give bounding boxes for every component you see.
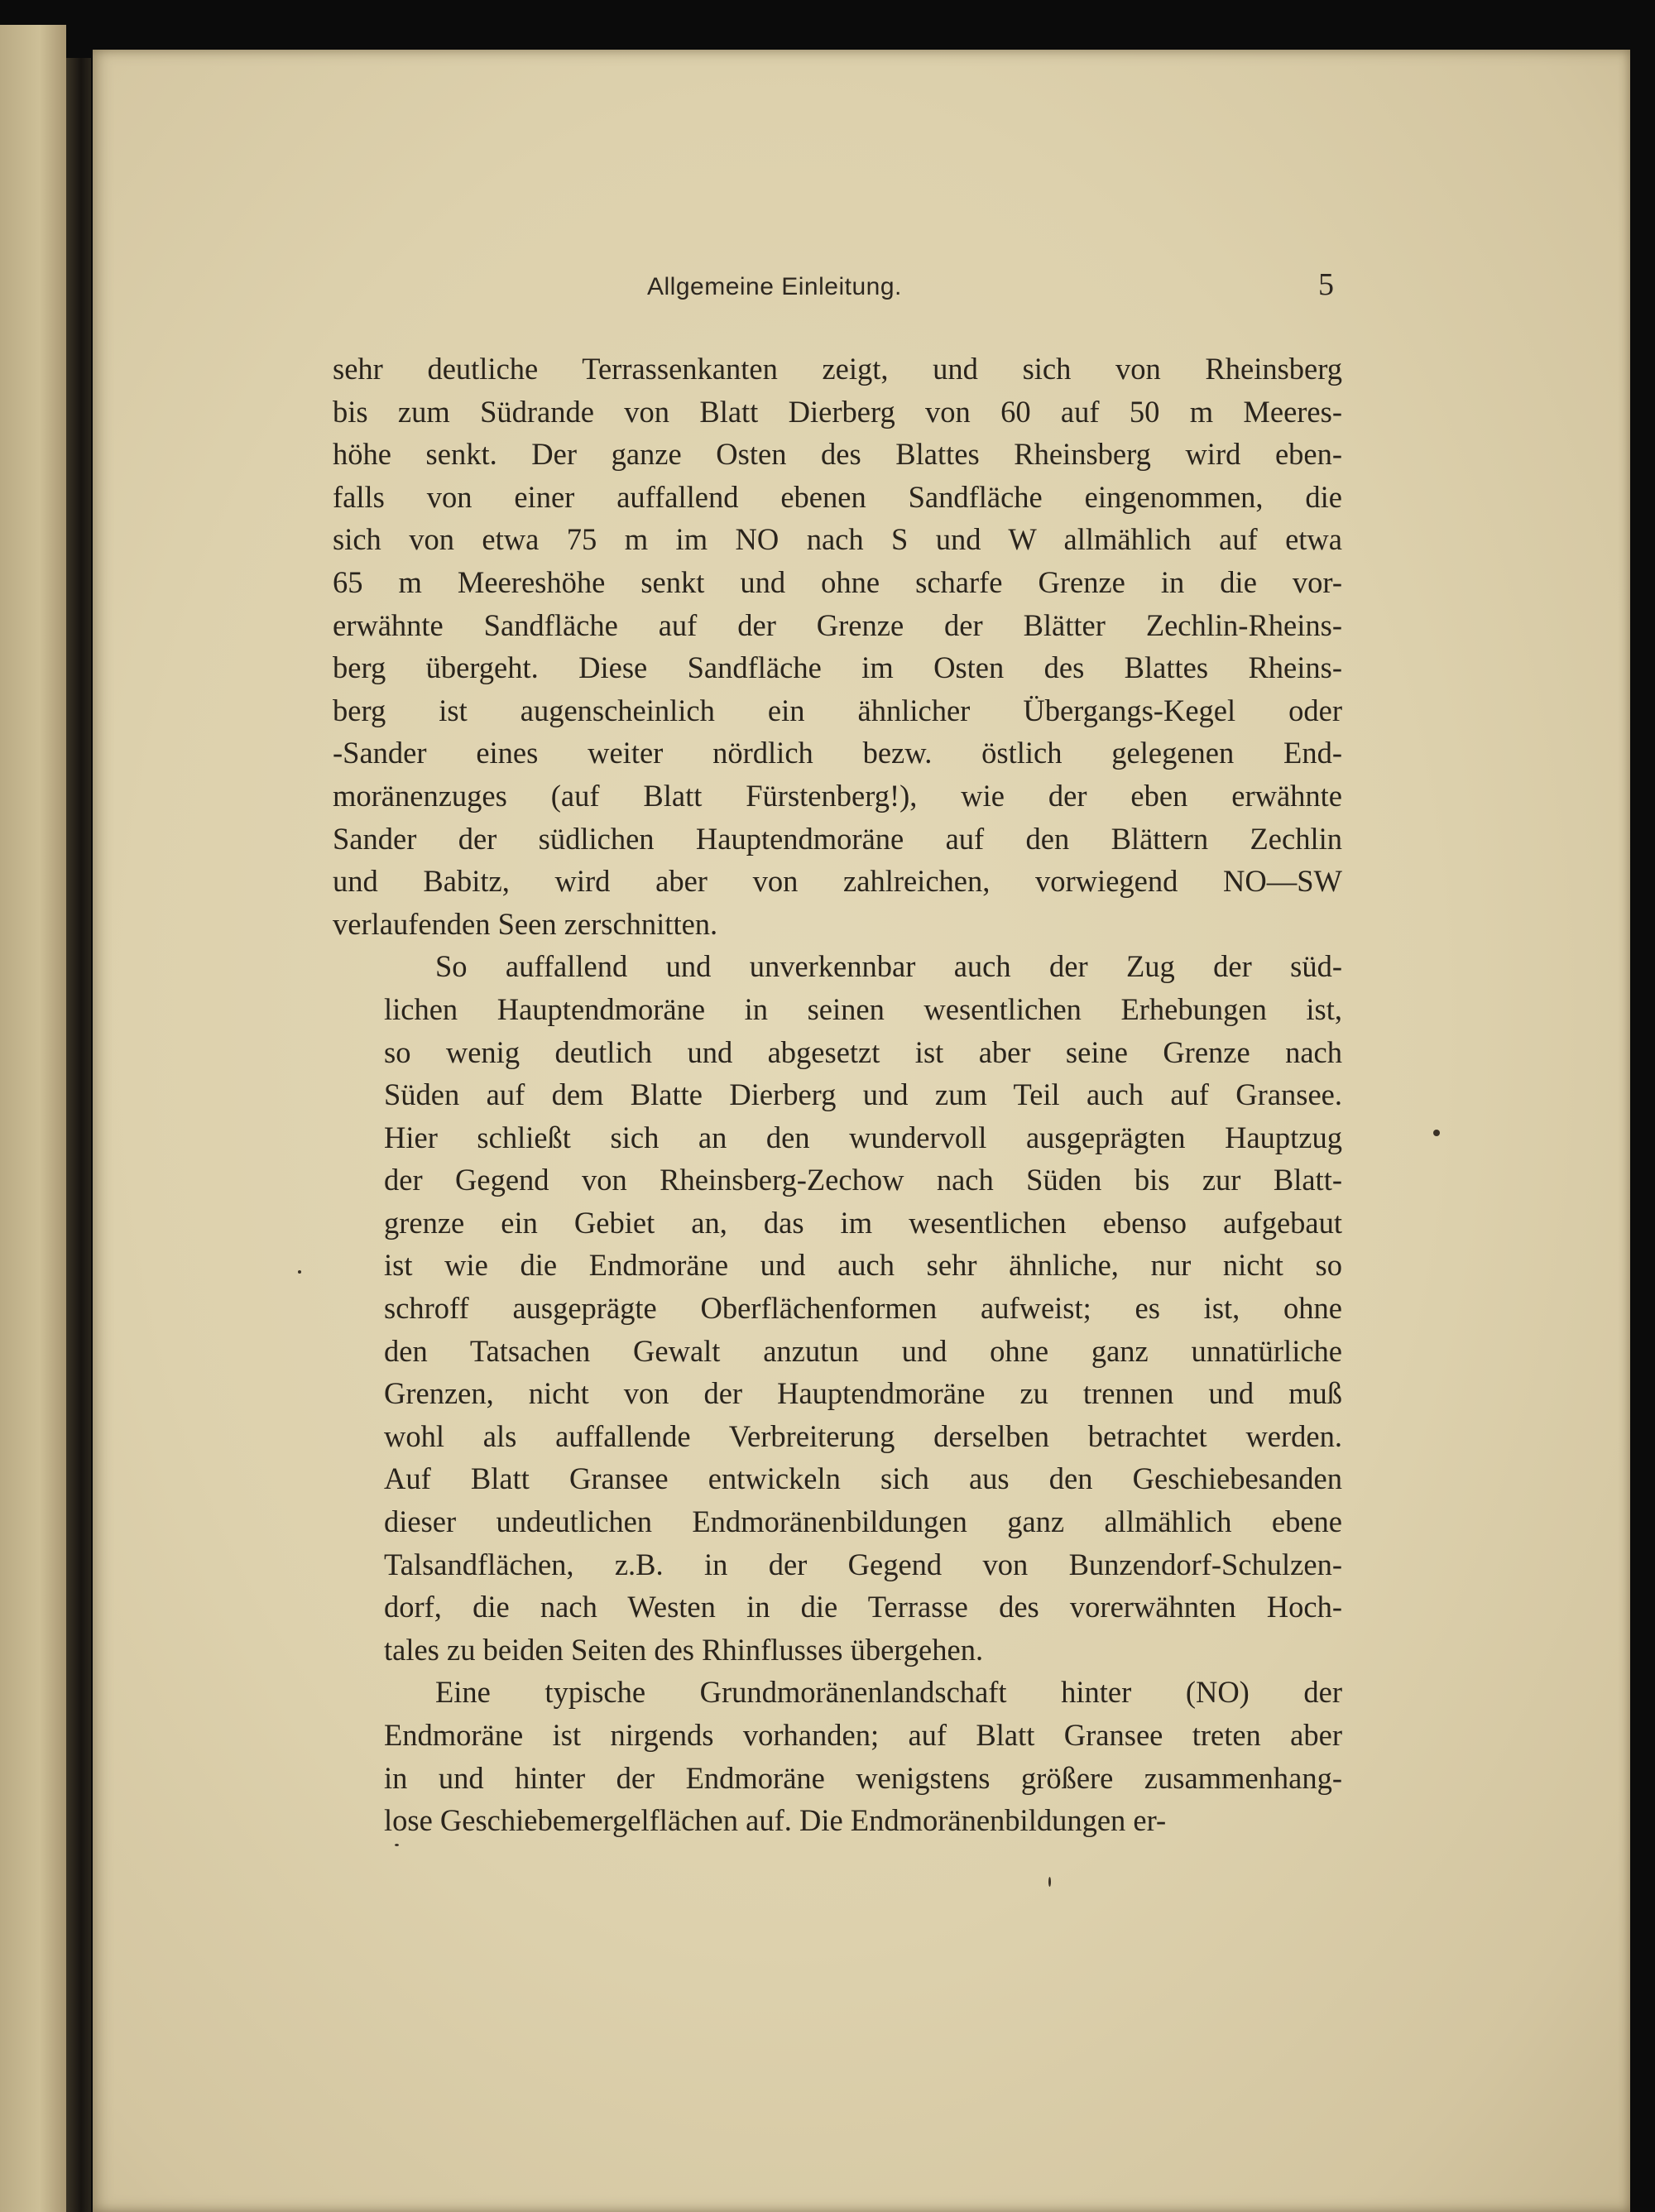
text-line: so wenig deutlich und abgesetzt ist aber seine Grenze nach [384, 1034, 1342, 1069]
text-line: ist wie die Endmoräne und auch sehr ähnliche, nur nicht so [384, 1248, 1342, 1283]
text-line: schroff ausgeprägte Oberflächenformen aufweist; es ist, ohne [384, 1291, 1342, 1326]
text-line: Talsandflächen, z.B. in der Gegend von Bunzendorf-Schulzen- [384, 1547, 1342, 1581]
paragraph [333, 348, 1342, 945]
page-content [333, 267, 1342, 1842]
text-line: sehr deutliche Terrassenkanten zeigt, und sich von Rheinsberg [333, 352, 1342, 386]
text-line: moränenzuges (auf Blatt Fürstenberg!), wie der eben erwähnte [333, 778, 1342, 813]
text-line: lichen Hauptendmoräne in seinen wesentlichen Erhebungen ist, [384, 991, 1342, 1026]
running-title: Allgemeine Einleitung. [647, 273, 902, 300]
text-line: sich von etwa 75 m im NO nach S und W allmählich auf etwa [333, 522, 1342, 557]
text-line: So auffallend und unverkennbar auch der Zug der süd- [435, 949, 1342, 984]
text-line: verlaufenden Seen zerschnitten. [333, 906, 718, 941]
paragraph [333, 945, 1342, 1671]
page-number: 5 [1318, 267, 1334, 302]
text-line: Sander der südlichen Hauptendmoräne auf den Blättern Zechlin [333, 821, 1342, 856]
text-line: lose Geschiebemergelflächen auf. Die Endmoränenbildungen er- [384, 1803, 1167, 1838]
text-line: tales zu beiden Seiten des Rhinflusses übergehen. [384, 1632, 984, 1667]
paragraph [333, 1671, 1342, 1841]
text-line: Süden auf dem Blatte Dierberg und zum Teil auch auf Gransee. [384, 1077, 1342, 1112]
text-line: 65 m Meereshöhe senkt und ohne scharfe Grenze in die vor- [333, 564, 1342, 599]
text-line: erwähnte Sandfläche auf der Grenze der Blätter Zechlin-Rheins- [333, 607, 1342, 642]
text-line: bis zum Südrande von Blatt Dierberg von 60 auf 50 m Meeres- [333, 394, 1342, 429]
book-page [93, 50, 1630, 2212]
text-line: Auf Blatt Gransee entwickeln sich aus den Geschiebesanden [384, 1461, 1342, 1496]
text-line: der Gegend von Rheinsberg-Zechow nach Süden bis zur Blatt- [384, 1163, 1342, 1197]
text-line: Endmoräne ist nirgends vorhanden; auf Blatt Gransee treten aber [384, 1718, 1342, 1752]
text-line: falls von einer auffallend ebenen Sandfläche eingenommen, die [333, 479, 1342, 514]
text-line: wohl als auffallende Verbreiterung derselben betrachtet werden. [384, 1418, 1342, 1453]
body-text [333, 348, 1342, 1842]
facing-page-edge [0, 25, 66, 2212]
text-line: berg übergeht. Diese Sandfläche im Osten des Blattes Rheins- [333, 650, 1342, 685]
text-line: -Sander eines weiter nördlich bezw. östlich gelegenen End- [333, 736, 1342, 770]
text-line: berg ist augenscheinlich ein ähnlicher Übergangs-Kegel oder [333, 693, 1342, 727]
text-line: dieser undeutlichen Endmoränenbildungen ganz allmählich ebene [384, 1504, 1342, 1539]
text-line: dorf, die nach Westen in die Terrasse des vorerwähnten Hoch- [384, 1590, 1342, 1624]
text-line: höhe senkt. Der ganze Osten des Blattes Rheinsberg wird eben- [333, 437, 1342, 472]
running-head [333, 267, 1342, 323]
text-line: Hier schließt sich an den wundervoll ausgeprägten Hauptzug [384, 1120, 1342, 1154]
text-line: und Babitz, wird aber von zahlreichen, vorwiegend NO—SW [333, 864, 1342, 899]
text-line: Grenzen, nicht von der Hauptendmoräne zu trennen und muß [384, 1376, 1342, 1411]
text-line: den Tatsachen Gewalt anzutun und ohne ganz unnatürliche [384, 1333, 1342, 1368]
book-gutter [66, 58, 91, 2212]
text-line: in und hinter der Endmoräne wenigstens größere zusammenhang- [384, 1760, 1342, 1795]
text-line: grenze ein Gebiet an, das im wesentlichen ebenso aufgebaut [384, 1205, 1342, 1240]
text-line: Eine typische Grundmoränenlandschaft hinter (NO) der [435, 1675, 1342, 1710]
